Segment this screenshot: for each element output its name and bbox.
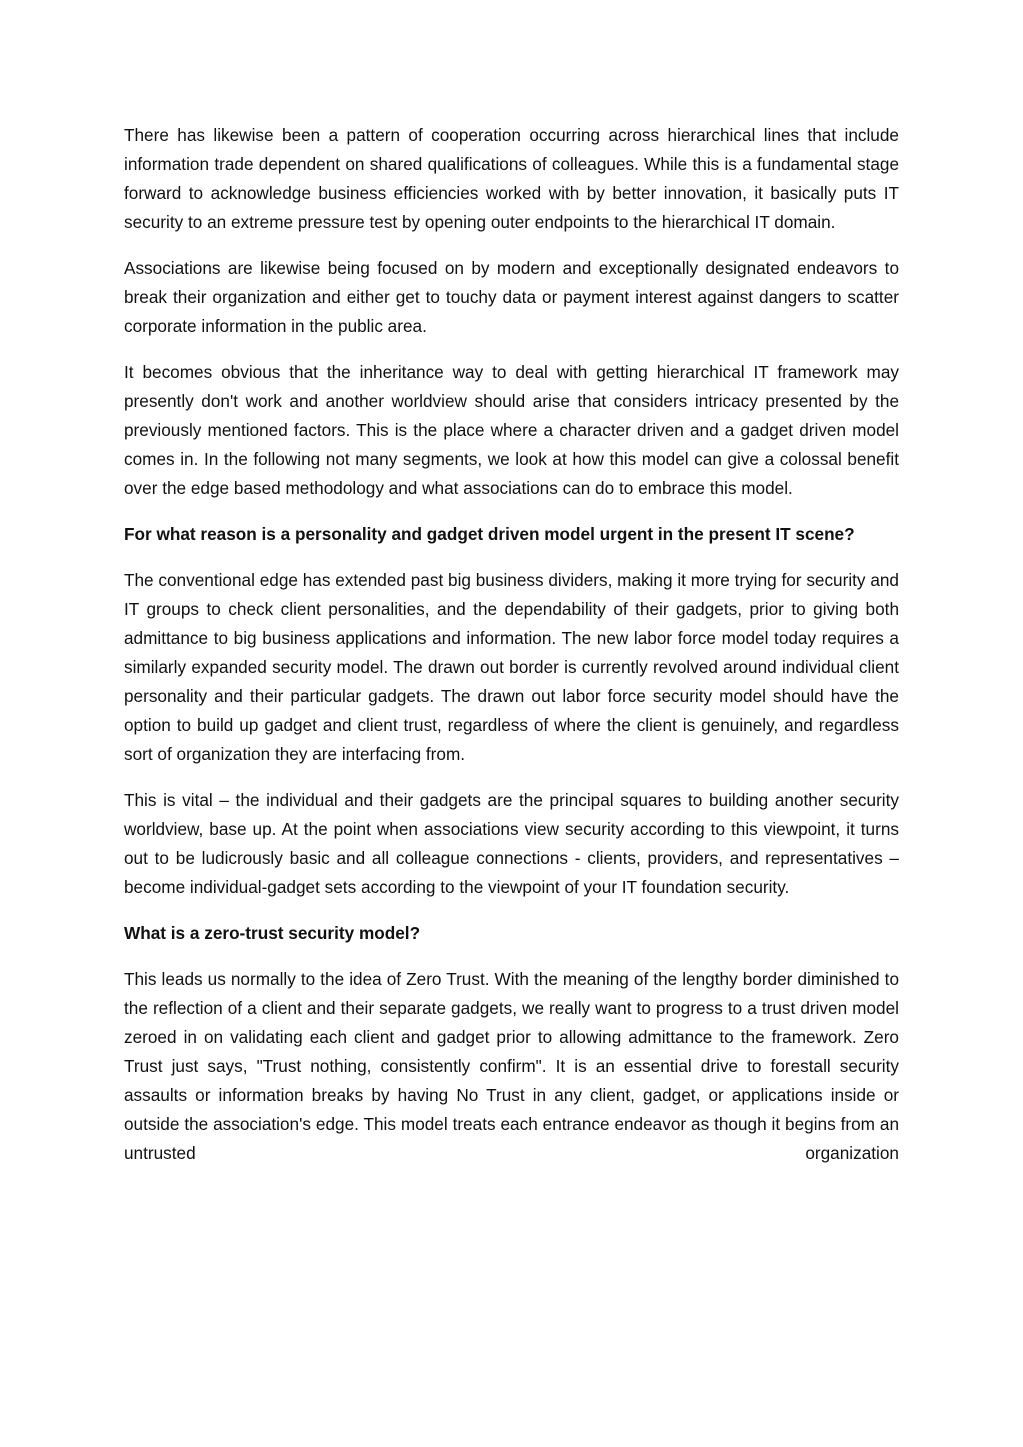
paragraph-collaboration: There has likewise been a pattern of cooperation occurring across hierarchical lines that include information trade dependent on shared qualifications of colleagues. While this is a fundamental stage forward to acknowledge business efficiencies worked with by better innovation, it basically puts IT security to an extreme pressure test by opening outer endpoints to the hierarchical IT domain. [124,125,899,232]
paragraph-individual-gadgets: This is vital – the individual and their gadgets are the principal squares to building another security worldview, base up. At the point when associations view security according to this viewpoint, it turns out to be ludicrously basic and all colleague connections - clients, providers, and representatives – become individual-gadget sets according to the viewpoint of your IT foundation security. [124,790,899,897]
paragraph-conventional-edge: The conventional edge has extended past big business dividers, making it more trying for security and IT groups to check client personalities, and the dependability of their gadgets, prior to giving both admittance to big business applications and information. The new labor force model today requires a similarly expanded security model. The drawn out border is currently revolved around individual client personality and their particular gadgets. The drawn out labor force security model should have the option to build up gadget and client trust, regardless of where the client is genuinely, and regardless sort of organization they are interfacing from. [124,570,899,764]
paragraph-targeted-attacks: Associations are likewise being focused on by modern and exceptionally designated endeavors to break their organization and either get to touchy data or payment interest against dangers to scatter corporate information in the public area. [124,258,899,336]
section-heading-zero-trust: What is a zero-trust security model? [124,923,421,943]
section-heading-identity-device-model: For what reason is a personality and gadget driven model urgent in the present IT scene? [124,524,855,544]
paragraph-legacy-approach: It becomes obvious that the inheritance way to deal with getting hierarchical IT framework may presently don't work and another worldview should arise that considers intricacy presented by the previously mentioned factors. This is the place where a character driven and a gadget driven model comes in. In the following not many segments, we look at how this model can give a colossal benefit over the edge based methodology and what associations can do to embrace this model. [124,362,899,498]
paragraph-zero-trust: This leads us normally to the idea of Zero Trust. With the meaning of the lengthy border diminished to the reflection of a client and their separate gadgets, we really want to progress to a trust driven model zeroed in on validating each client and gadget prior to allowing admittance to the framework. Zero Trust just says, "Trust nothing, consistently confirm". It is an essential drive to forestall security assaults or information breaks by having No Trust in any client, gadget, or applications inside or outside the association's edge. This model treats each entrance endeavor as though it begins from an untrusted organization [124,969,899,1163]
document-body [124,121,899,1168]
